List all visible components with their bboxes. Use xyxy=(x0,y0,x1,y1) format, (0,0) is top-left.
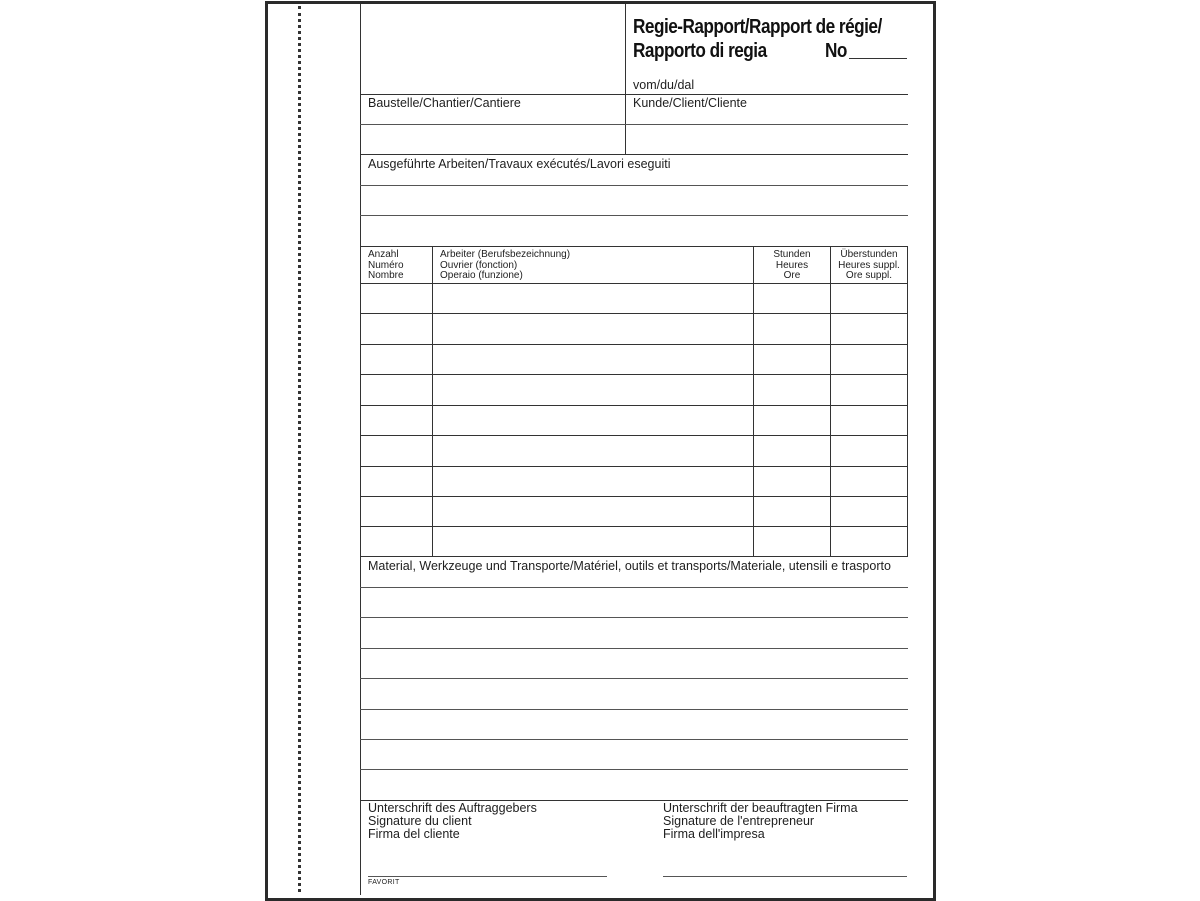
material-label: Material, Werkzeuge und Transporte/Matériel, outils et transports/Materiale, utensili e trasporto xyxy=(368,559,891,573)
col-header-count: Anzahl Numéro Nombre xyxy=(368,249,404,281)
client-signature-label: Unterschrift des Auftraggebers Signature du client Firma del cliente xyxy=(368,801,537,841)
form-title-line2: Rapporto di regia xyxy=(633,40,767,62)
table-row[interactable] xyxy=(360,283,908,284)
header-bottom-line xyxy=(360,94,908,95)
table-row[interactable] xyxy=(360,374,908,375)
col-header-overtime: Überstunden Heures suppl. Ore suppl. xyxy=(838,249,900,281)
material-line[interactable] xyxy=(360,739,908,740)
material-line[interactable] xyxy=(360,587,908,588)
col-header-hours: Stunden Heures Ore xyxy=(773,249,811,281)
table-row[interactable] xyxy=(360,344,908,345)
table-row[interactable] xyxy=(360,496,908,497)
material-line[interactable] xyxy=(360,648,908,649)
site-section-bottom xyxy=(360,154,908,155)
table-col-divider xyxy=(432,246,433,557)
site-field-line[interactable] xyxy=(360,124,908,125)
col-header-worker: Arbeiter (Berufsbezeichnung) Ouvrier (fonction) Operaio (funzione) xyxy=(440,249,571,281)
material-line[interactable] xyxy=(360,678,908,679)
table-col-divider xyxy=(830,246,831,557)
client-label: Kunde/Client/Cliente xyxy=(633,96,747,110)
table-row[interactable] xyxy=(360,435,908,436)
number-label: No xyxy=(825,40,847,62)
material-line[interactable] xyxy=(360,709,908,710)
table-row[interactable] xyxy=(360,526,908,527)
table-row[interactable] xyxy=(360,313,908,314)
form-sheet xyxy=(265,1,936,901)
perforation-line xyxy=(298,6,301,892)
table-row[interactable] xyxy=(360,405,908,406)
work-line[interactable] xyxy=(360,185,908,186)
client-signature-line[interactable] xyxy=(368,876,607,877)
form-title-line1: Regie-Rapport/Rapport de régie/ xyxy=(633,16,882,38)
table-bottom-line xyxy=(360,556,908,557)
number-field-line[interactable] xyxy=(849,58,907,59)
material-line[interactable] xyxy=(360,769,908,770)
table-top-line xyxy=(360,246,908,247)
date-label: vom/du/dal xyxy=(633,78,695,92)
contractor-signature-label: Unterschrift der beauftragten Firma Signature de l'entrepreneur Firma dell'impresa xyxy=(663,801,858,841)
material-line[interactable] xyxy=(360,617,908,618)
work-label: Ausgeführte Arbeiten/Travaux exécutés/Lavori eseguiti xyxy=(368,157,671,171)
margin-line xyxy=(360,4,361,895)
table-row[interactable] xyxy=(360,466,908,467)
site-label: Baustelle/Chantier/Cantiere xyxy=(368,96,521,110)
work-line[interactable] xyxy=(360,215,908,216)
table-col-divider xyxy=(753,246,754,557)
header-divider xyxy=(625,4,626,154)
brand-mark: FAVORIT xyxy=(368,879,400,886)
table-right-border xyxy=(907,246,908,557)
contractor-signature-line[interactable] xyxy=(663,876,907,877)
